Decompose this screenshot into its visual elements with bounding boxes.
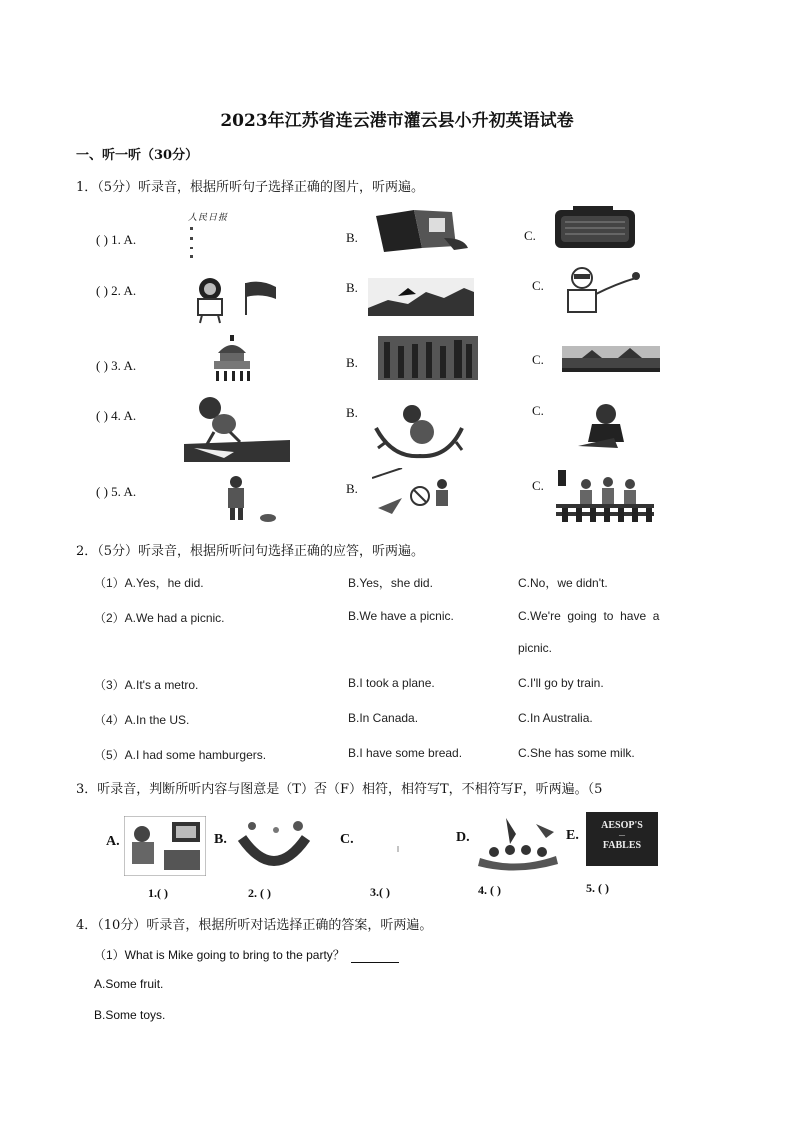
q3-label-d: D. <box>456 830 470 845</box>
family-tv-picture <box>124 816 206 876</box>
question-2-stem: 2．（5分）听录音，根据所听问句选择正确的应答，听两遍。 <box>76 544 425 559</box>
q2-4-b: B.In Canada. <box>348 711 419 725</box>
great-wall-picture <box>368 278 474 316</box>
book-picture <box>374 208 474 254</box>
question-4-stem: 4．（10分）听录音，根据所听对话选择正确的答案，听两遍。 <box>76 918 433 933</box>
q2-2-c-cont: picnic. <box>518 641 553 655</box>
q2-2-c: C.We're going to have a <box>518 609 660 623</box>
q3-blank-5: 5. ( ) <box>586 881 609 895</box>
q3-label-c: C. <box>340 832 354 847</box>
question-1-stem: 1．（5分）听录音，根据所听句子选择正确的图片，听两遍。 <box>76 180 425 195</box>
newspaper-masthead: 人民日报 <box>188 213 229 223</box>
q1-row-3-b: B. <box>346 355 358 370</box>
q2-1-a: （1）A.Yes，he did. <box>94 576 204 590</box>
page-title: 2023年江苏省连云港市灌云县小升初英语试卷 <box>220 111 574 131</box>
q2-4-c: C.In Australia. <box>518 711 593 725</box>
astronaut-picture <box>186 275 280 325</box>
q4-option-a: A.Some fruit. <box>94 977 164 991</box>
q2-5-a: （5）A.I had some hamburgers. <box>94 748 267 762</box>
q4-question-1-text: （1）What is Mike going to bring to the party？ <box>94 948 345 962</box>
q3-blank-4: 4. ( ) <box>478 883 501 897</box>
man-picture <box>222 474 280 526</box>
q2-3-a: （3）A.It's a metro. <box>94 678 199 692</box>
faint-picture <box>380 826 410 856</box>
q2-4-a: （4）A.In the US. <box>94 713 190 727</box>
q2-3-c: C.I'll go by train. <box>518 676 604 690</box>
moon-cake-picture <box>236 818 312 874</box>
q1-row-1-c: C. <box>524 228 536 243</box>
superhero-picture <box>578 402 634 452</box>
q2-2-b: B.We have a picnic. <box>348 609 454 623</box>
dragon-boat-picture <box>476 814 562 874</box>
q1-row-1-b: B. <box>346 230 358 245</box>
capitol-picture <box>210 333 254 383</box>
q2-1-c: C.No，we didn't. <box>518 576 608 590</box>
q3-label-e: E. <box>566 828 579 843</box>
q2-1-b: B.Yes，she did. <box>348 576 433 590</box>
q2-3-b: B.I took a plane. <box>348 676 435 690</box>
q2-5-b: B.I have some bread. <box>348 746 463 760</box>
q1-row-1-label: ( ) 1. A. <box>96 232 137 247</box>
q1-row-5-c: C. <box>532 478 544 493</box>
q1-row-2-c: C. <box>532 278 544 293</box>
newspaper-picture <box>188 210 248 263</box>
q4-question-1 <box>94 946 399 963</box>
q1-row-4-c: C. <box>532 403 544 418</box>
q1-row-2-label: ( ) 2. A. <box>96 283 137 298</box>
palace-picture <box>562 346 660 372</box>
book-title-line-1: AESOP'S <box>601 820 643 831</box>
doctor-picture <box>556 264 646 316</box>
q3-blank-3: 3.( ) <box>370 885 390 899</box>
q1-row-2-b: B. <box>346 280 358 295</box>
question-3-stem: 3．听录音，判断所听内容与图意是（T）否（F）相符，相符写T，不相符写F，听两遍。（5 <box>76 782 603 797</box>
q3-blank-2: 2. ( ) <box>248 886 271 900</box>
q1-row-3-c: C. <box>532 352 544 367</box>
q3-label-a: A. <box>106 834 120 849</box>
q1-row-5-b: B. <box>346 481 358 496</box>
answer-blank[interactable] <box>351 950 399 963</box>
aesops-fables-book-picture: AESOP'S — FABLES <box>586 812 658 866</box>
q4-option-b: B.Some toys. <box>94 1008 166 1022</box>
parliament-picture <box>378 336 478 380</box>
dragon-dance-picture <box>372 398 466 460</box>
q1-row-3-label: ( ) 3. A. <box>96 358 137 373</box>
q3-label-b: B. <box>214 832 227 847</box>
q1-row-5-label: ( ) 5. A. <box>96 484 137 499</box>
q2-5-c: C.She has some milk. <box>518 746 635 760</box>
mouse-cartoon-picture <box>184 396 290 462</box>
traffic-sign-picture <box>372 468 468 524</box>
book-title-line-2: FABLES <box>602 840 642 851</box>
q2-2-a: （2）A.We had a picnic. <box>94 611 225 625</box>
q3-blank-1: 1.( ) <box>148 886 168 900</box>
radio-picture <box>553 206 637 250</box>
q1-row-4-b: B. <box>346 405 358 420</box>
section-heading: 一、听一听（30分） <box>76 148 199 163</box>
q1-row-4-label: ( ) 4. A. <box>96 408 137 423</box>
crosswalk-picture <box>556 468 654 522</box>
